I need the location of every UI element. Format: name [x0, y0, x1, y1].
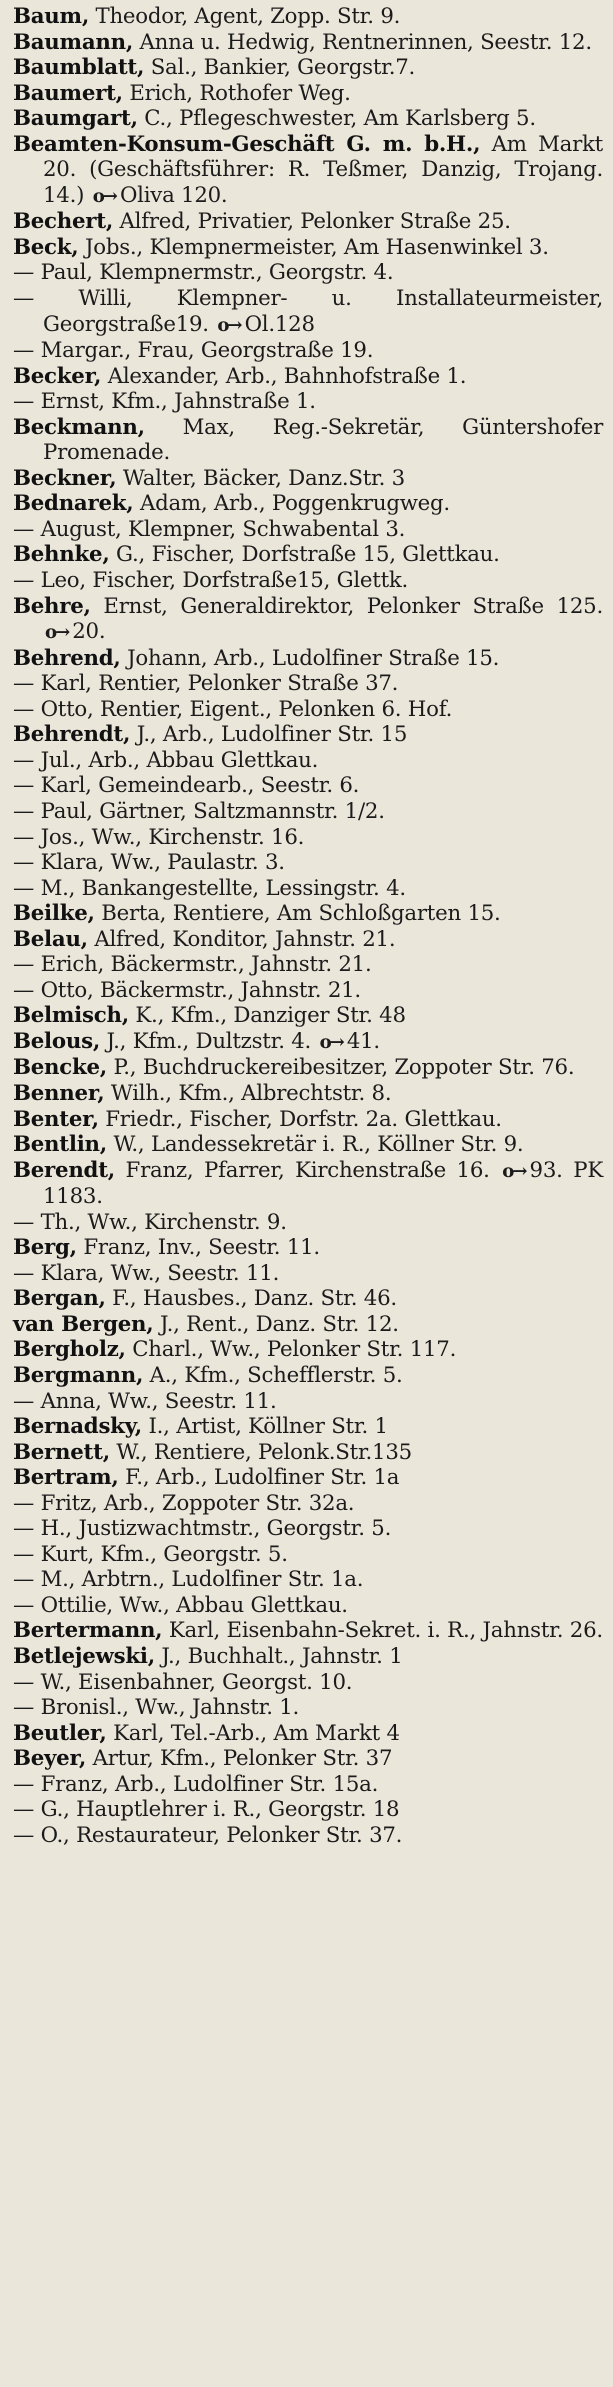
- entry-details: Alfred, Konditor, Jahnstr. 21.: [87, 926, 396, 952]
- entry-phone: Oliva 120.: [119, 182, 228, 208]
- entry-details: — M., Arbtrn., Ludolfiner Str. 1a.: [13, 1567, 364, 1593]
- telephone-icon: o→: [502, 1160, 526, 1182]
- directory-entry: [13, 132, 603, 210]
- entry-name: Beck,: [13, 234, 79, 260]
- directory-entry: [13, 722, 603, 748]
- entry-details: — Leo, Fischer, Dorfstraße15, Glettk.: [13, 568, 409, 594]
- entry-name: Bertram,: [13, 1465, 119, 1491]
- entry-details: — Jos., Ww., Kirchenstr. 16.: [13, 824, 305, 850]
- entry-details: Erich, Rothofer Weg.: [122, 80, 351, 106]
- directory-entry: [13, 1286, 603, 1312]
- entry-details: — G., Hauptlehrer i. R., Georgstr. 18: [13, 1797, 400, 1823]
- entry-details: — Jul., Arb., Abbau Glettkau.: [13, 747, 319, 773]
- entry-details: — O., Restaurateur, Pelonker Str. 37.: [13, 1822, 403, 1848]
- directory-entry: [13, 1516, 603, 1542]
- entry-details: Theodor, Agent, Zopp. Str. 9.: [88, 4, 401, 29]
- directory-entry: [13, 1746, 603, 1772]
- entry-details: — Margar., Frau, Georgstraße 19.: [13, 338, 374, 364]
- directory-entry: [13, 55, 603, 81]
- entry-details: — H., Justizwachtmstr., Georgstr. 5.: [13, 1516, 392, 1542]
- entry-name: Berendt,: [13, 1157, 115, 1183]
- entry-details: W., Rentiere, Pelonk.Str.135: [109, 1439, 412, 1465]
- entry-phone: 93. PK 1183.: [43, 1157, 603, 1210]
- entry-details: — Klara, Ww., Seestr. 11.: [13, 1260, 280, 1286]
- entry-name: Baumgart,: [13, 106, 138, 132]
- entry-details: Artur, Kfm., Pelonker Str. 37: [86, 1746, 393, 1772]
- entry-name: Belous,: [13, 1028, 100, 1054]
- directory-entry: [13, 594, 603, 646]
- entry-name: Baumann,: [13, 29, 133, 55]
- entry-details: Johann, Arb., Ludolfiner Straße 15.: [120, 645, 500, 671]
- entry-details: Max, Reg.-Sekretär, Güntershofer Promenade.: [43, 414, 603, 466]
- directory-entry: [13, 1567, 603, 1593]
- entry-details: Adam, Arb., Poggenkrugweg.: [133, 491, 450, 517]
- entry-details: Charl., Ww., Pelonker Str. 117.: [125, 1337, 457, 1363]
- entry-details: C., Pflegeschwester, Am Karlsberg 5.: [137, 106, 536, 132]
- entry-name: Bergholz,: [13, 1337, 126, 1363]
- entry-details: — Franz, Arb., Ludolfiner Str. 15a.: [13, 1771, 379, 1797]
- directory-entry: [13, 799, 603, 825]
- entry-details: Friedr., Fischer, Dorfstr. 2a. Glettkau.: [98, 1106, 502, 1132]
- directory-entry: [13, 235, 603, 261]
- entry-phone: 41.: [346, 1028, 380, 1054]
- entry-details: Alfred, Privatier, Pelonker Straße 25.: [113, 209, 511, 235]
- directory-entry: [13, 1618, 603, 1644]
- directory-entry: [13, 748, 603, 774]
- entry-details: F., Hausbes., Danz. Str. 46.: [105, 1286, 397, 1312]
- directory-entry: [13, 1695, 603, 1721]
- directory-entry: [13, 1491, 603, 1517]
- entry-details: J., Buchhalt., Jahnstr. 1: [154, 1644, 403, 1669]
- directory-entry: [13, 30, 603, 56]
- entry-name: Behrend,: [13, 645, 121, 671]
- directory-entry: [13, 1772, 603, 1798]
- entry-details: Am Markt 20. (Geschäftsführer: R. Teßmer, Danzig, Trojang. 14.): [43, 131, 603, 208]
- directory-entry: [13, 1312, 603, 1338]
- entry-details: — August, Klempner, Schwabental 3.: [13, 516, 406, 542]
- entry-details: — Erich, Bäckermstr., Jahnstr. 21.: [13, 952, 372, 978]
- entry-name: Bednarek,: [13, 491, 134, 517]
- entry-name: Bergan,: [13, 1286, 106, 1312]
- entry-details: J., Arb., Ludolfiner Str. 15: [130, 722, 408, 748]
- directory-entry: [13, 1081, 603, 1107]
- entry-details: — Otto, Bäckermstr., Jahnstr. 21.: [13, 977, 361, 1003]
- entry-details: W., Landessekretär i. R., Köllner Str. 9.: [106, 1132, 524, 1158]
- entry-details: Karl, Eisenbahn-Sekret. i. R., Jahnstr. 26.: [162, 1618, 603, 1644]
- entry-name: Beilke,: [13, 901, 95, 927]
- entry-details: P., Buchdruckereibesitzer, Zoppoter Str. 76.: [106, 1055, 575, 1081]
- entry-phone: 20.: [72, 619, 106, 645]
- directory-entry: [13, 1132, 603, 1158]
- directory-entry: [13, 1440, 603, 1466]
- directory-entry: [13, 1414, 603, 1440]
- entry-name: Belau,: [13, 926, 88, 952]
- entry-name: Behrendt,: [13, 722, 131, 748]
- entry-details: J., Rent., Danz. Str. 12.: [153, 1311, 399, 1337]
- entry-name: Bechert,: [13, 209, 114, 235]
- entry-name: Beckmann,: [13, 414, 145, 440]
- directory-entry: [13, 1593, 603, 1619]
- entry-name: Bentlin,: [13, 1132, 107, 1158]
- directory-entry: [13, 466, 603, 492]
- entry-details: — Klara, Ww., Paulastr. 3.: [13, 850, 285, 876]
- entry-name: van Bergen,: [13, 1311, 154, 1337]
- directory-entry: [13, 517, 603, 543]
- entry-details: Berta, Rentiere, Am Schloßgarten 15.: [94, 901, 501, 927]
- entry-details: — Fritz, Arb., Zoppoter Str. 32a.: [13, 1490, 355, 1516]
- entry-details: — Karl, Rentier, Pelonker Straße 37.: [13, 671, 399, 697]
- entry-details: Walter, Bäcker, Danz.Str. 3: [116, 465, 405, 491]
- entry-details: — Ernst, Kfm., Jahnstraße 1.: [13, 389, 316, 415]
- directory-entry: [13, 901, 603, 927]
- entry-details: — M., Bankangestellte, Lessingstr. 4.: [13, 875, 406, 901]
- directory-entry: [13, 697, 603, 723]
- telephone-icon: o→: [217, 314, 241, 336]
- entry-details: Franz, Pfarrer, Kirchenstraße 16.: [114, 1157, 490, 1183]
- directory-entries: [13, 4, 603, 1848]
- directory-entry: [13, 568, 603, 594]
- entry-details: — Karl, Gemeindearb., Seestr. 6.: [13, 773, 360, 799]
- directory-entry: [13, 1797, 603, 1823]
- entry-details: — Ottilie, Ww., Abbau Glettkau.: [13, 1592, 348, 1618]
- entry-details: Wilh., Kfm., Albrechtstr. 8.: [104, 1080, 392, 1106]
- directory-entry: [13, 1823, 603, 1849]
- directory-entry: [13, 1389, 603, 1415]
- directory-entry: [13, 1107, 603, 1133]
- directory-entry: [13, 1721, 603, 1747]
- directory-entry: [13, 491, 603, 517]
- entry-details: Anna u. Hedwig, Rentnerinnen, Seestr. 12.: [133, 29, 592, 55]
- telephone-icon: o→: [45, 622, 69, 644]
- entry-name: Becker,: [13, 363, 102, 389]
- directory-entry: [13, 389, 603, 415]
- directory-entry: [13, 209, 603, 235]
- entry-name: Beutler,: [13, 1720, 107, 1746]
- entry-name: Behre,: [13, 593, 91, 619]
- entry-name: Beamten-Konsum-Geschäft G. m. b.H.,: [13, 131, 481, 157]
- entry-name: Berg,: [13, 1235, 77, 1261]
- entry-details: Sal., Bankier, Georgstr.7.: [144, 55, 416, 81]
- telephone-icon: o→: [92, 185, 116, 207]
- directory-entry: [13, 978, 603, 1004]
- entry-name: Bernett,: [13, 1439, 110, 1465]
- entry-name: Belmisch,: [13, 1003, 129, 1029]
- directory-entry: [13, 1363, 603, 1389]
- directory-entry: [13, 773, 603, 799]
- directory-entry: [13, 952, 603, 978]
- entry-name: Bernadsky,: [13, 1414, 142, 1440]
- entry-details: A., Kfm., Schefflerstr. 5.: [143, 1362, 403, 1388]
- entry-details: — Anna, Ww., Seestr. 11.: [13, 1388, 277, 1414]
- directory-entry: [13, 1029, 603, 1056]
- directory-entry: [13, 1644, 603, 1670]
- directory-entry: [13, 1261, 603, 1287]
- directory-entry: [13, 106, 603, 132]
- directory-entry: [13, 927, 603, 953]
- directory-entry: [13, 825, 603, 851]
- entry-details: — Paul, Klempnermstr., Georgstr. 4.: [13, 260, 394, 286]
- entry-name: Bergmann,: [13, 1362, 144, 1388]
- directory-entry: [13, 1055, 603, 1081]
- entry-details: Karl, Tel.-Arb., Am Markt 4: [106, 1720, 400, 1746]
- entry-name: Betlejewski,: [13, 1644, 155, 1669]
- directory-entry: [13, 1465, 603, 1491]
- directory-entry: [13, 1542, 603, 1568]
- directory-entry: [13, 286, 603, 338]
- directory-entry: [13, 1003, 603, 1029]
- directory-entry: [13, 876, 603, 902]
- entry-details: G., Fischer, Dorfstraße 15, Glettkau.: [109, 542, 500, 568]
- directory-entry: [13, 364, 603, 390]
- entry-details: — Otto, Rentier, Eigent., Pelonken 6. Hof.: [13, 696, 453, 722]
- entry-details: — Willi, Klempner- u. Installateurmeister, Georgstraße19.: [13, 286, 603, 337]
- directory-entry: [13, 1670, 603, 1696]
- entry-name: Behnke,: [13, 542, 110, 568]
- entry-details: J., Kfm., Dultzstr. 4.: [99, 1028, 312, 1054]
- directory-entry: [13, 1337, 603, 1363]
- directory-entry: [13, 542, 603, 568]
- entry-name: Baumblatt,: [13, 55, 145, 81]
- directory-entry: [13, 1210, 603, 1236]
- directory-entry: [13, 850, 603, 876]
- entry-name: Baumert,: [13, 80, 123, 106]
- entry-details: Ernst, Generaldirektor, Pelonker Straße 125.: [90, 593, 603, 619]
- entry-details: — Kurt, Kfm., Georgstr. 5.: [13, 1541, 288, 1567]
- directory-entry: [13, 671, 603, 697]
- telephone-icon: o→: [319, 1031, 343, 1053]
- entry-name: Beckner,: [13, 465, 117, 491]
- entry-name: Benter,: [13, 1106, 99, 1132]
- entry-name: Benner,: [13, 1080, 105, 1106]
- entry-name: Bencke,: [13, 1055, 107, 1081]
- entry-name: Baum,: [13, 4, 89, 29]
- entry-name: Beyer,: [13, 1746, 87, 1772]
- directory-entry: [13, 415, 603, 466]
- directory-entry: [13, 260, 603, 286]
- entry-details: F., Arb., Ludolfiner Str. 1a: [118, 1465, 400, 1491]
- entry-phone: Ol.128: [244, 311, 315, 337]
- entry-details: Franz, Inv., Seestr. 11.: [76, 1235, 320, 1261]
- directory-entry: [13, 81, 603, 107]
- entry-details: Alexander, Arb., Bahnhofstraße 1.: [101, 363, 467, 389]
- directory-entry: [13, 1158, 603, 1210]
- entry-details: Jobs., Klempnermeister, Am Hasenwinkel 3.: [78, 234, 549, 260]
- entry-details: — Th., Ww., Kirchenstr. 9.: [13, 1209, 287, 1235]
- entry-details: I., Artist, Köllner Str. 1: [141, 1414, 388, 1440]
- entry-details: — Bronisl., Ww., Jahnstr. 1.: [13, 1695, 300, 1721]
- directory-entry: [13, 646, 603, 672]
- directory-entry: [13, 4, 603, 30]
- directory-entry: [13, 1235, 603, 1261]
- entry-details: K., Kfm., Danziger Str. 48: [128, 1003, 406, 1029]
- directory-entry: [13, 338, 603, 364]
- entry-details: — W., Eisenbahner, Georgst. 10.: [13, 1669, 353, 1695]
- entry-details: — Paul, Gärtner, Saltzmannstr. 1/2.: [13, 798, 385, 824]
- entry-name: Bertermann,: [13, 1618, 163, 1644]
